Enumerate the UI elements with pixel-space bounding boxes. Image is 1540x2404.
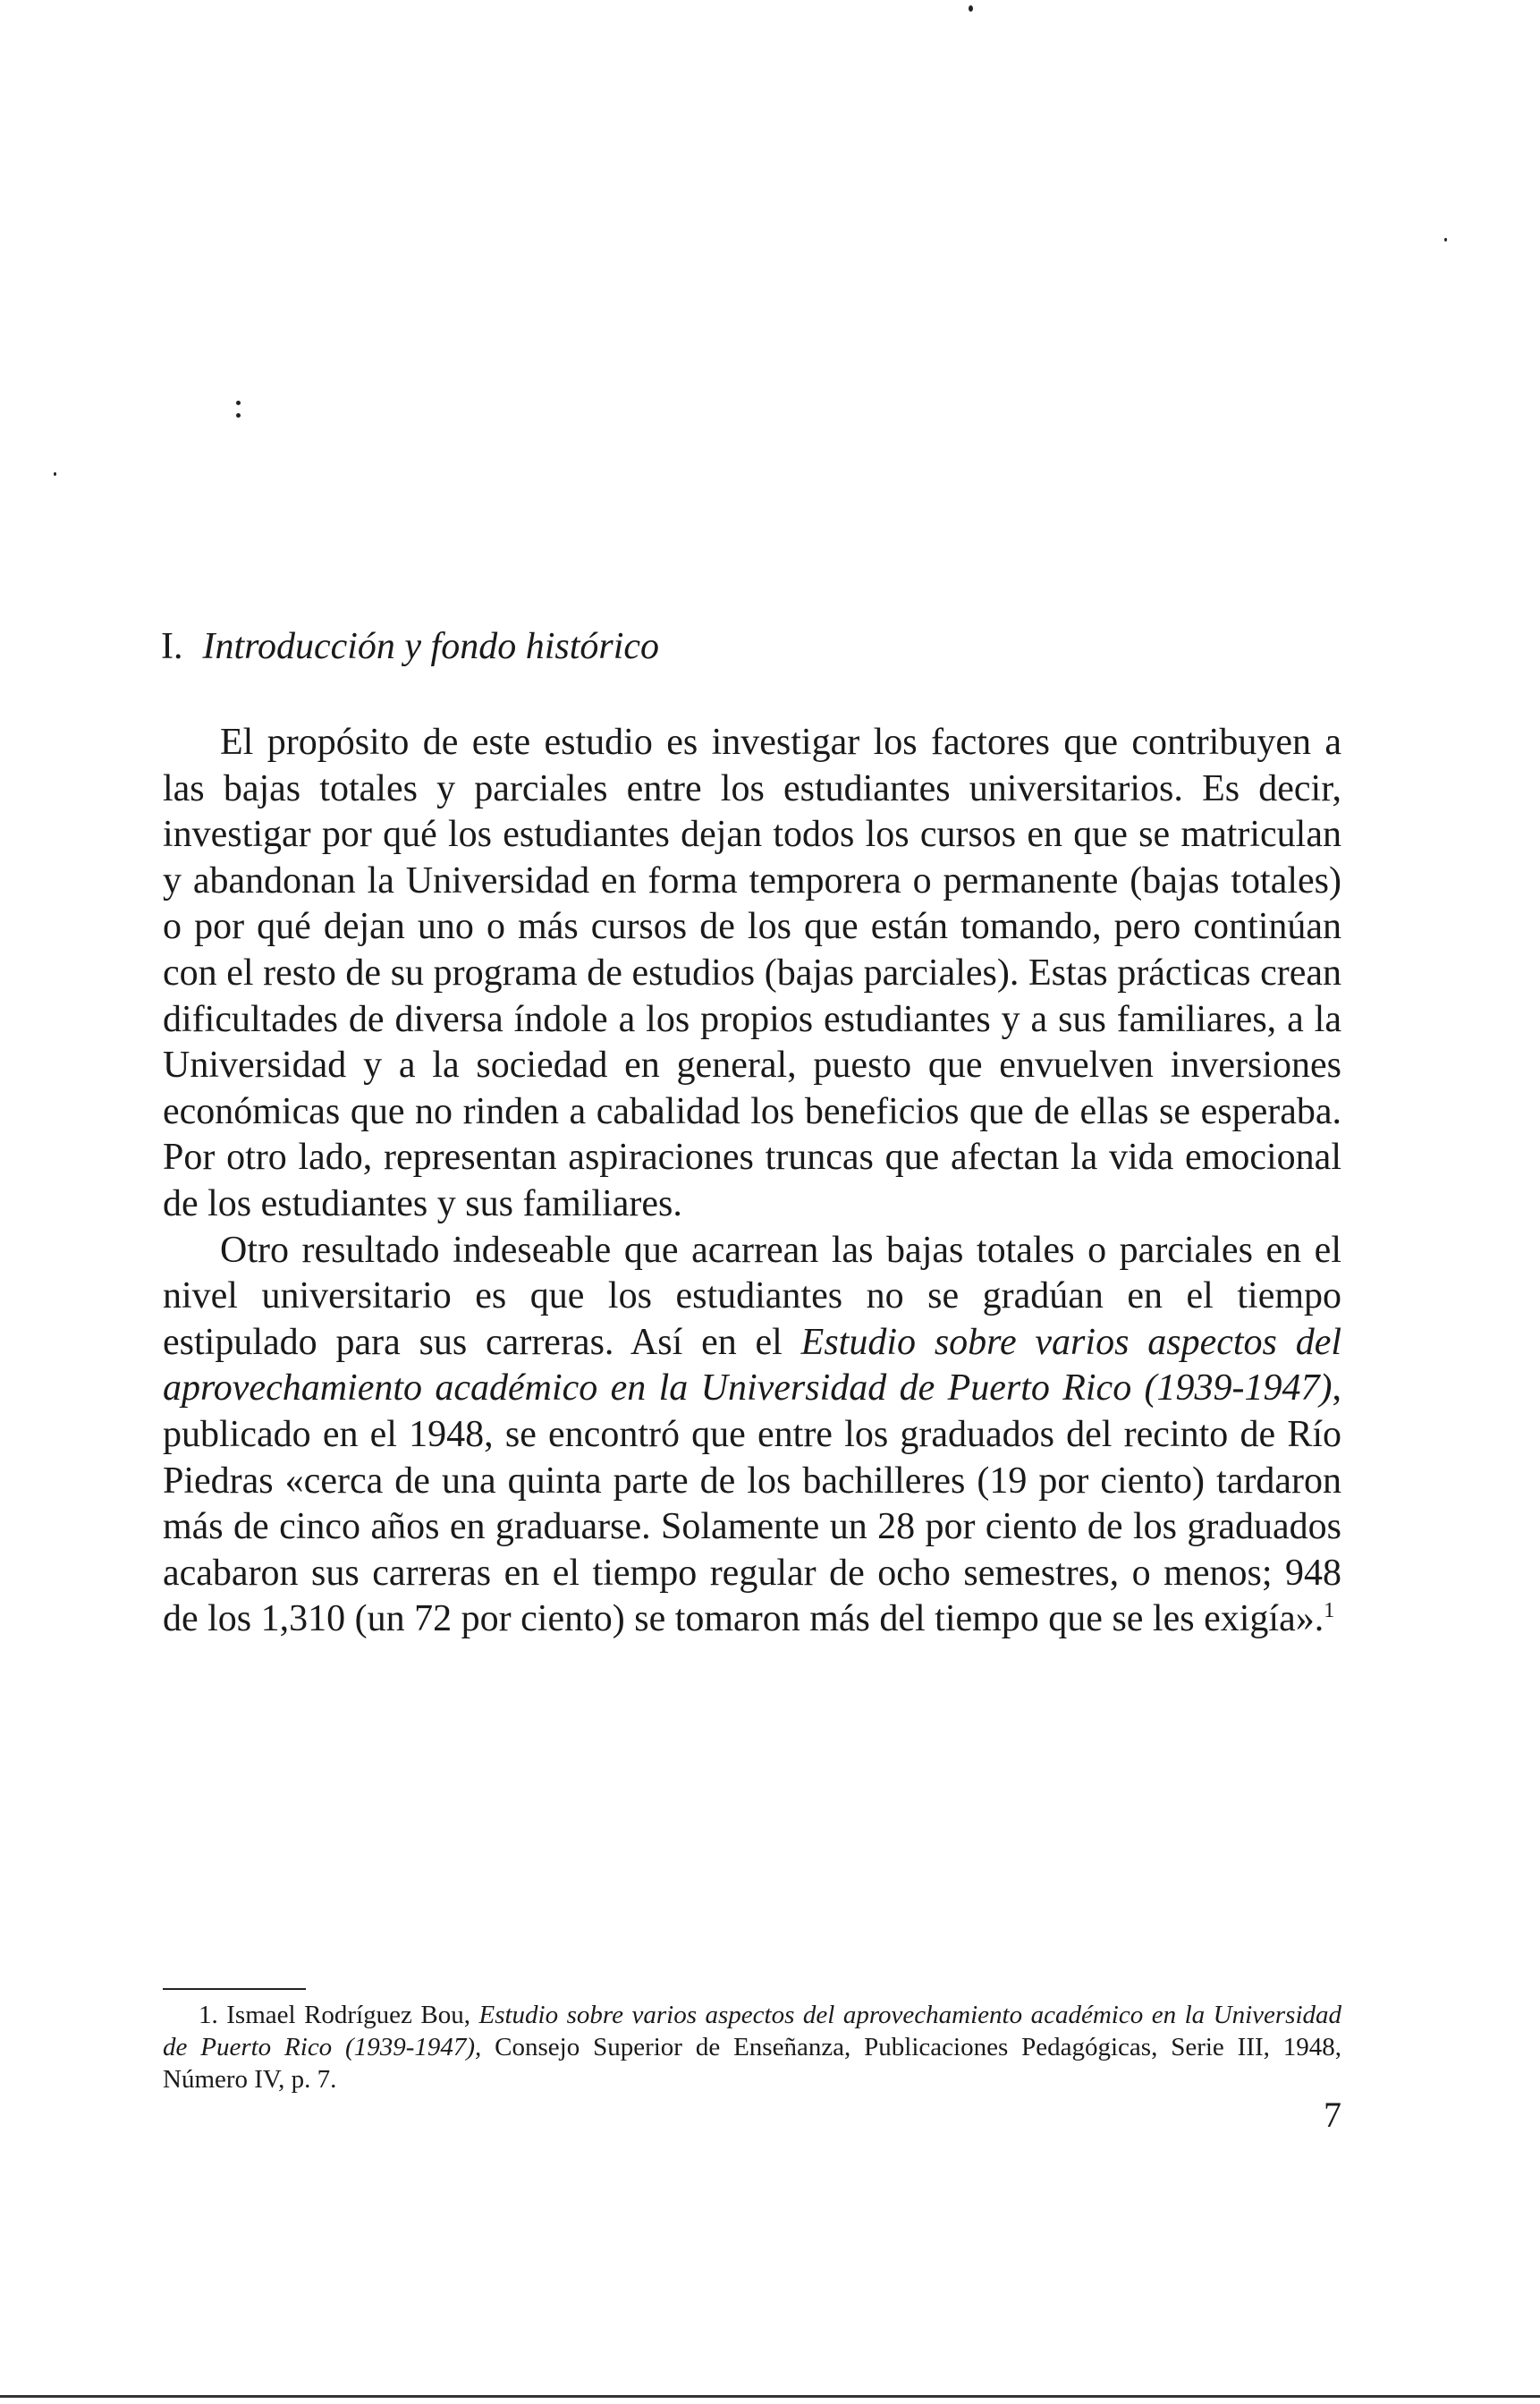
cited-study-title: Estudio sobre varios aspectos del aprovechamiento académico en la Universidad de Puerto Rico (1939-1947) (163, 1321, 1342, 1409)
page-bottom-edge (0, 2395, 1540, 2398)
section-heading (161, 622, 1341, 672)
footnote-reference: 1 (1324, 1599, 1335, 1623)
paragraph-2 (163, 1228, 1341, 1643)
footnote-1 (163, 1999, 1341, 2095)
paragraph-1: El propósito de este estudio es investigar los factores que contribuyen a las bajas totales y parciales entre los estudiantes universitarios. Es decir, investigar por qué los estudiantes dejan todos los cursos en que se matriculan y abandonan la Universidad en forma temporera o permanente (bajas totales) o por qué dejan uno o más cursos de los que están tomando, pero continúan con el resto de su programa de estudios (bajas parciales). Estas prácticas crean dificultades de diversa índole a los propios estudiantes y a sus familiares, a la Universidad y a la sociedad en general, puesto que envuelven inversiones económicas que no rinden a cabalidad los beneficios que de ellas se esperaba. Por otro lado, representan aspiraciones truncas que afectan la vida emocional de los estudiantes y sus familiares. (163, 722, 1341, 1224)
section-title: Introducción y fondo histórico (202, 626, 660, 667)
scan-speck (236, 413, 241, 418)
scan-speck (969, 5, 973, 12)
footnote-separator (163, 1988, 306, 1990)
footnote-number: 1. (199, 2001, 218, 2029)
scan-speck (1444, 238, 1447, 241)
section-number: I. (161, 626, 183, 667)
paragraph-2-text-a: Otro resultado indeseable que acarrean las bajas totales o parciales en el nivel universitario es que los estudiantes no se gradúan en el tiempo estipulado para sus carreras. Así en el (163, 1229, 1341, 1363)
footnote-author: Ismael Rodríguez Bou, (226, 2001, 470, 2029)
footnote-publisher: Consejo Superior de Enseñanza, Publicaciones Pedagógicas, Serie III, 1948, Número IV, p. 7. (163, 2033, 1341, 2094)
page-number: 7 (1324, 2095, 1341, 2135)
body-text (163, 720, 1341, 1643)
scan-speck (54, 472, 56, 476)
scan-speck (236, 401, 241, 405)
paragraph-2-text-b: , publicado en el 1948, se encontró que entre los graduados del recinto de Río Piedras «cerca de una quinta parte de los bachilleres (19 por ciento) tardaron más de cinco años en graduarse. Solamente un 28 por ciento de los graduados acabaron sus carreras en el tiempo regular de ocho semestres, o menos; 948 de los 1,310 (un 72 por ciento) se tomaron más del tiempo que se les exigía». (163, 1367, 1341, 1640)
footnotes (163, 1999, 1341, 2095)
footnote-title: Estudio sobre varios aspectos del aprovechamiento académico en la Universidad de Puerto Rico (1939-1947), (163, 2001, 1342, 2061)
